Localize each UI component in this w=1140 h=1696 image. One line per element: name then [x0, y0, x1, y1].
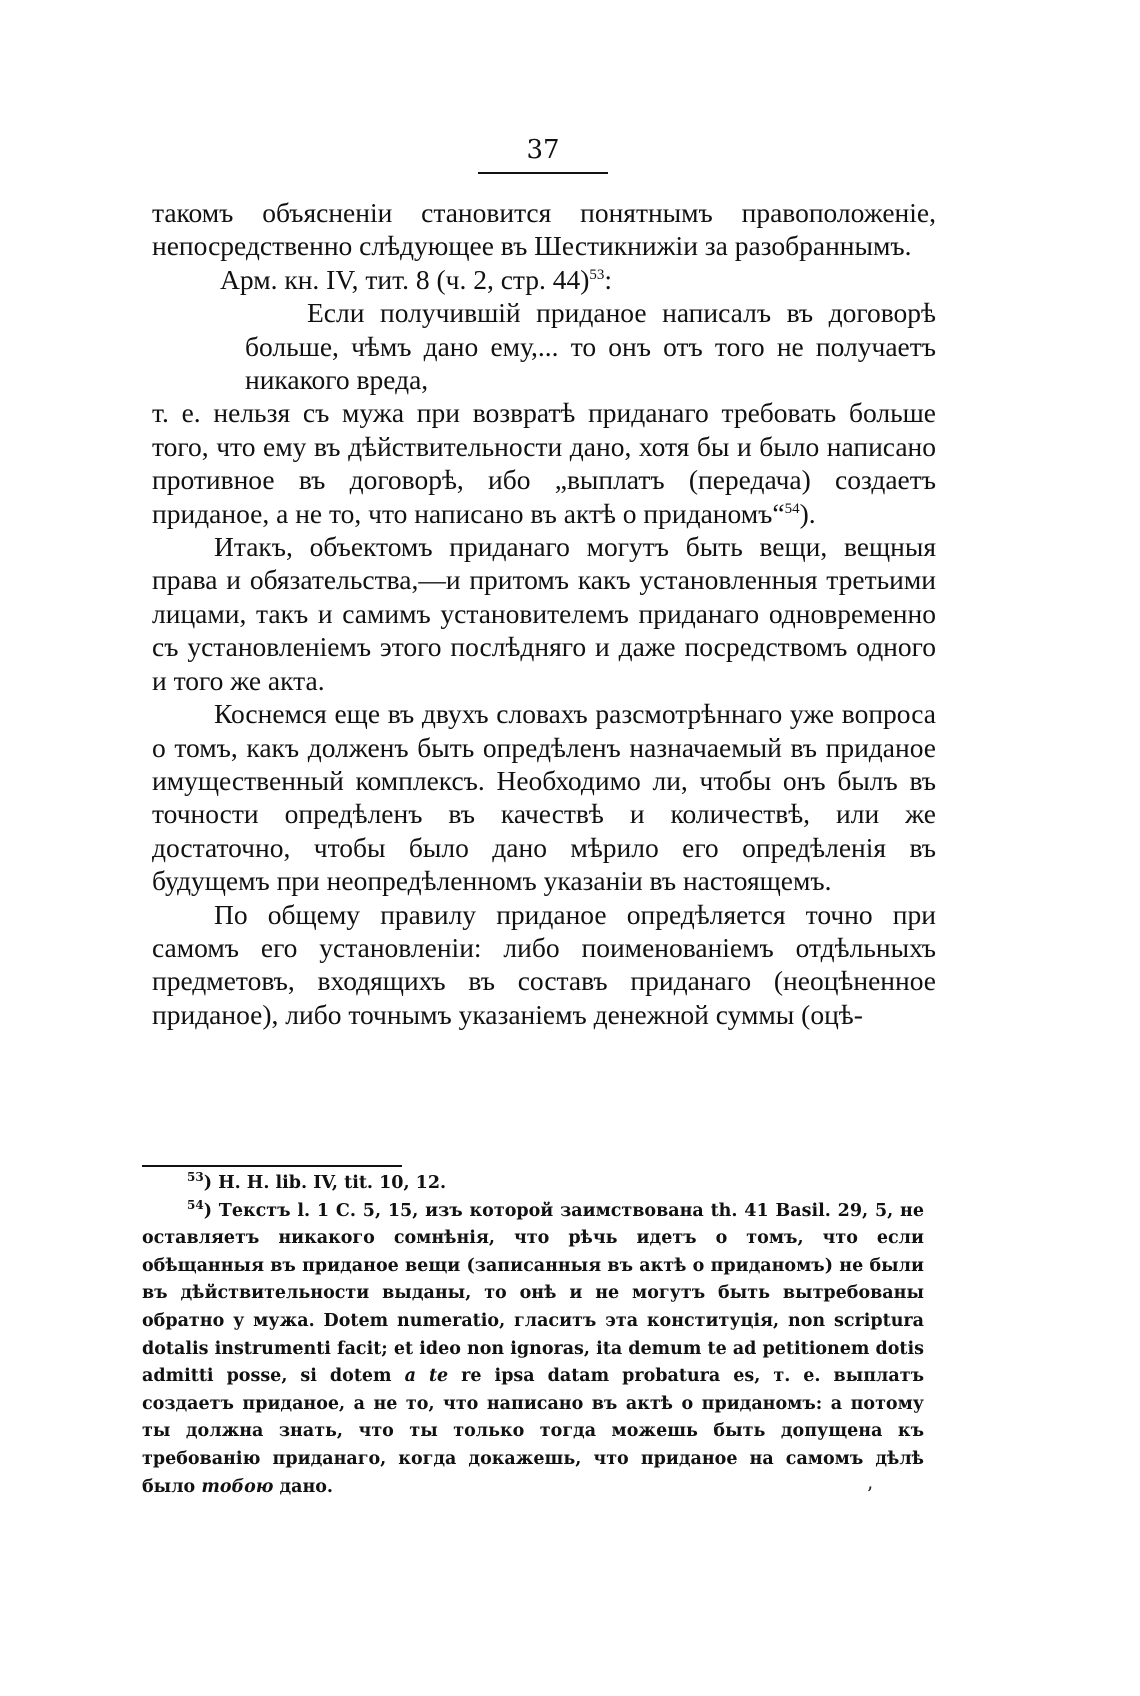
paragraph-objects: Итакъ, объектомъ приданаго могутъ быть вещи, вещныя права и обязательства,—и притомъ какъ установленныя третьими лицами, такъ и самимъ установителемъ приданаго одновременно съ установленіемъ этого послѣдняго и даже посредствомъ одного и того же акта.	[152, 531, 936, 696]
paragraph-continuation: такомъ объясненіи становится понятнымъ правоположеніе, непосредственно слѣдующее въ Шестикнижіи за разобраннымъ.	[152, 197, 936, 262]
footnote-text: ) Н. Н. lib. IV, tit. 10, 12.	[203, 1173, 447, 1193]
citation-reference	[152, 263, 936, 296]
paragraph-explanation	[152, 396, 936, 530]
footnote-mark: 53	[187, 1170, 204, 1185]
footnote-ref-53: 53	[589, 266, 605, 283]
footnote-text-cont: re ipsa datam probatura es, т. е. выплатъ создаетъ приданое, а не то, что написано въ актѣ о приданомъ: а потому ты должна знать, что ты только тогда можешь быть допущена къ требованію приданаго, когда докажешь, что приданое на самомъ дѣлѣ было	[142, 1366, 924, 1497]
paragraph-rule: По общему правилу приданое опредѣляется точно при самомъ его установленіи: либо поименованіемъ отдѣльныхъ предметовъ, входящихъ въ составъ приданаго (неоцѣненное приданое), либо точнымъ указаніемъ денежной суммы (оцѣ-	[152, 898, 936, 1030]
footnote-ref-54: 54	[784, 500, 800, 517]
explanation-text: т. е. нельзя съ мужа при возвратѣ приданаго требовать больше того, что ему въ дѣйствительности дано, хотя бы и было написано противное въ договорѣ, ибо „выплатъ (передача) создаетъ приданое, а не то, что написано въ актѣ о приданомъ“	[152, 397, 936, 529]
explanation-tail: ).	[799, 497, 816, 529]
quoted-passage: Если получившій приданое написалъ въ договорѣ больше, чѣмъ дано ему,... то онъ отъ того не получаетъ никакого вреда,	[245, 297, 936, 396]
citation-tail: :	[604, 263, 613, 295]
footnote-text-end: дано.	[273, 1476, 334, 1497]
footnote-text: ) Текстъ l. 1 С. 5, 15, изъ которой заимствована th. 41 Basil. 29, 5, не оставляетъ никакого сомнѣнія, что рѣчь идетъ о томъ, что если обѣщанныя въ приданое вещи (записанныя въ актѣ о приданомъ) не были въ дѣйствительности выданы, то онѣ и не могутъ быть вытребованы обратно у мужа. Dotem numeratio, гласитъ эта конституція, non scriptura dotalis instrumenti facit; et ideo non ignoras, ita demum te ad petitionem dotis admitti posse, si dotem	[142, 1200, 924, 1387]
stray-mark: ʼ	[866, 1482, 873, 1506]
footnote-italic: тобою	[201, 1476, 274, 1497]
page-number: 37	[478, 132, 608, 174]
footnote-mark: 54	[187, 1197, 204, 1212]
main-text	[152, 196, 936, 1031]
footnote-53	[142, 1170, 924, 1198]
citation-text: Арм. кн. IV, тит. 8 (ч. 2, стр. 44)	[220, 263, 590, 295]
footnote-italic: a te	[404, 1366, 449, 1387]
footnotes	[142, 1170, 924, 1501]
footnote-divider	[142, 1165, 402, 1167]
footnote-54	[142, 1198, 924, 1502]
paragraph-question: Коснемся еще въ двухъ словахъ разсмотрѣннаго уже вопроса о томъ, какъ долженъ быть опредѣленъ назначаемый въ приданое имущественный комплексъ. Необходимо ли, чтобы онъ былъ въ точности опредѣленъ въ качествѣ и количествѣ, или же достаточно, чтобы было дано мѣрило его опредѣленія въ будущемъ при неопредѣленномъ указаніи въ настоящемъ.	[152, 698, 936, 897]
